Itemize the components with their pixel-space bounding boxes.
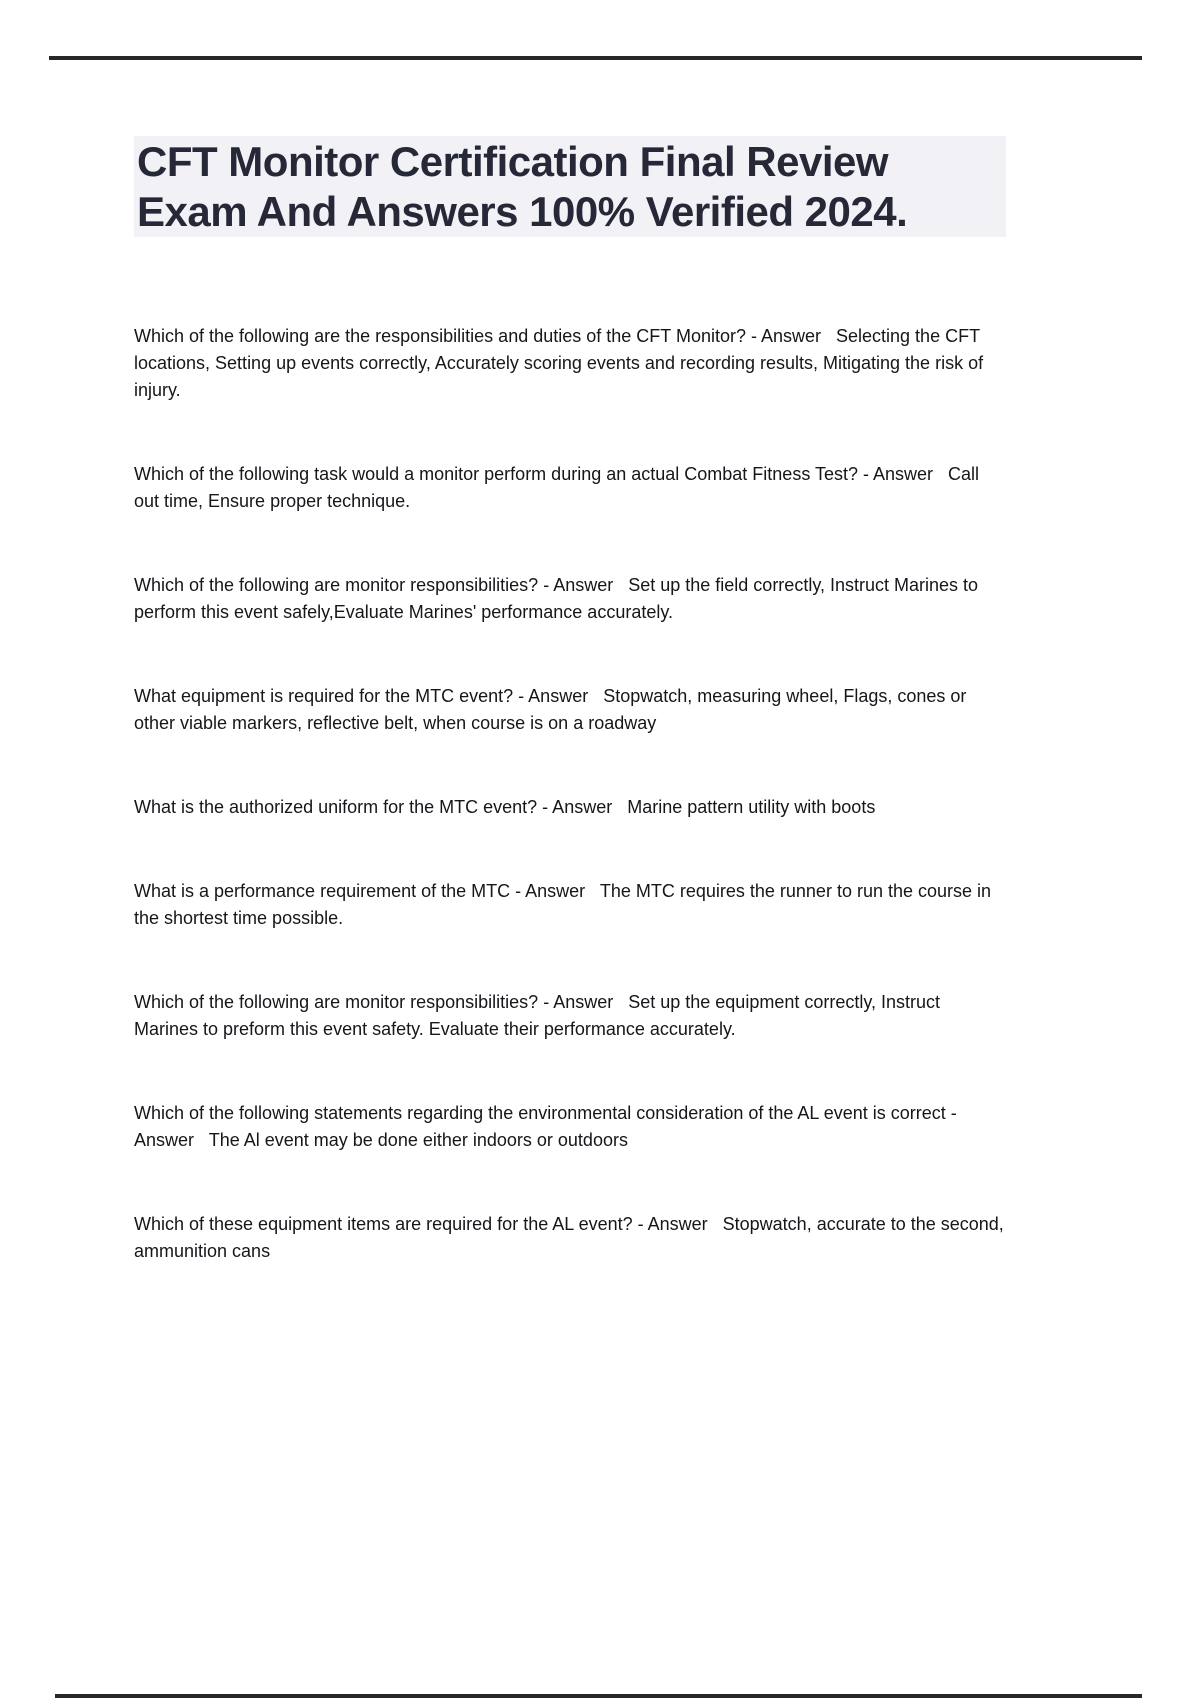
- qa-paragraph: Which of the following statements regarding the environmental consideration of the AL event is correct - Answer The Al event may be done either indoors or outdoors: [134, 1103, 961, 1150]
- document-page: [134, 136, 1009, 1322]
- top-horizontal-rule: [49, 56, 1142, 60]
- qa-paragraph: What is a performance requirement of the MTC - Answer The MTC requires the runner to run the course in the shortest time possible.: [134, 881, 997, 928]
- qa-paragraph: Which of these equipment items are required for the AL event? - Answer Stopwatch, accurate to the second, ammunition cans: [134, 1214, 1009, 1261]
- qa-paragraph: Which of the following are the responsibilities and duties of the CFT Monitor? - Answer Selecting the CFT locations, Setting up events correctly, Accurately scoring events and recording results, Mitigating the risk of injury.: [134, 326, 989, 400]
- qa-paragraph: Which of the following task would a monitor perform during an actual Combat Fitness Test? - Answer Call out time, Ensure proper technique.: [134, 464, 985, 511]
- qa-list: [134, 323, 1009, 1265]
- qa-paragraph: What equipment is required for the MTC event? - Answer Stopwatch, measuring wheel, Flags, cones or other viable markers, reflective belt, when course is on a roadway: [134, 686, 972, 733]
- document-title: CFT Monitor Certification Final Review Exam And Answers 100% Verified 2024.: [134, 136, 1006, 237]
- bottom-horizontal-rule: [55, 1694, 1142, 1698]
- qa-paragraph: Which of the following are monitor responsibilities? - Answer Set up the field correctly, Instruct Marines to perform this event safely,Evaluate Marines' performance accurately.: [134, 575, 984, 622]
- qa-paragraph: What is the authorized uniform for the MTC event? - Answer Marine pattern utility with boots: [134, 797, 876, 817]
- qa-paragraph: Which of the following are monitor responsibilities? - Answer Set up the equipment correctly, Instruct Marines to preform this event safety. Evaluate their performance accurately.: [134, 992, 946, 1039]
